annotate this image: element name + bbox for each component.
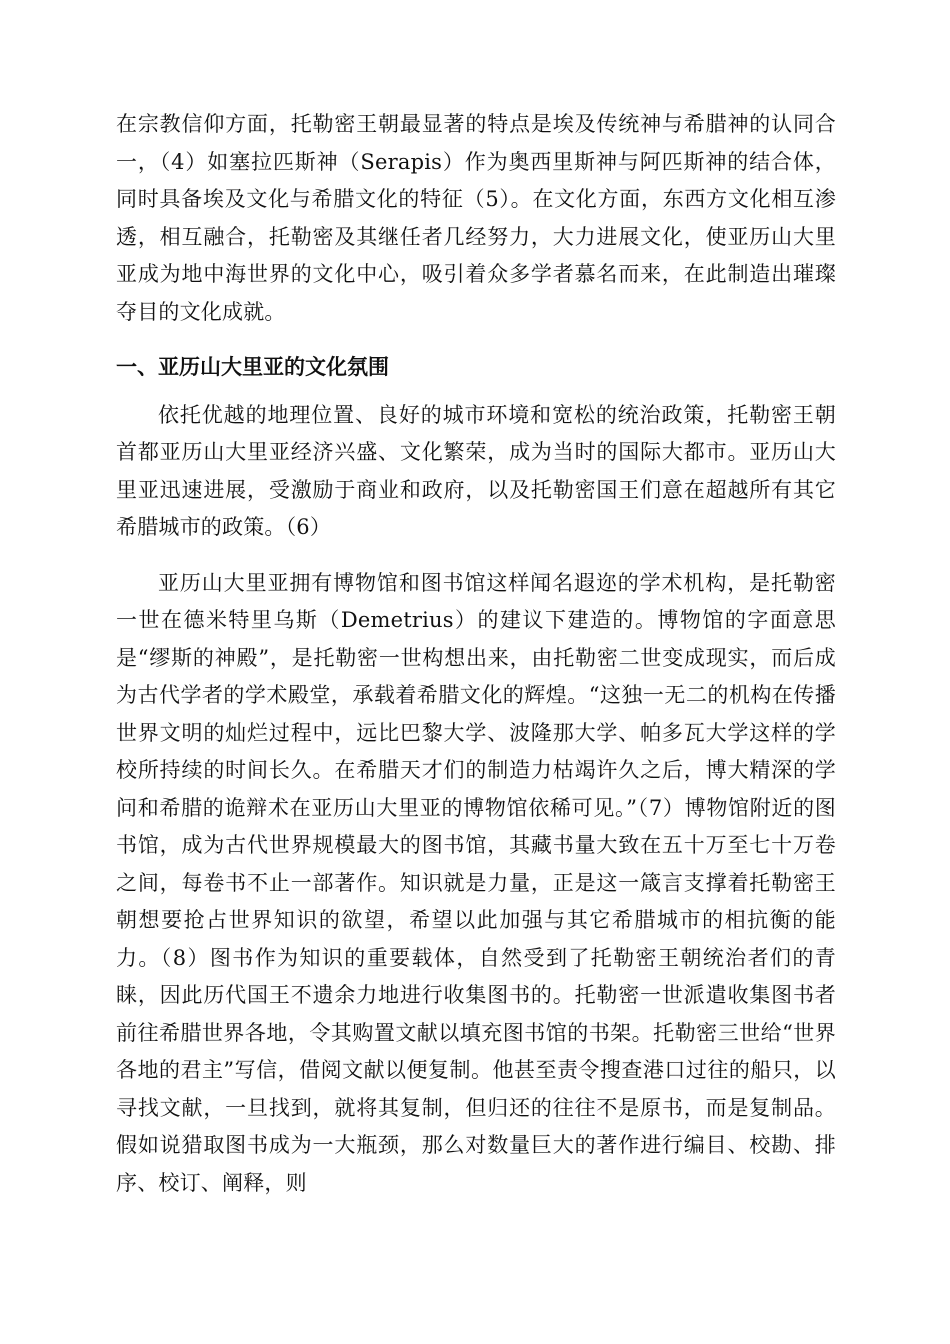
paragraph-city-prosperity: 依托优越的地理位置、良好的城市环境和宽松的统治政策，托勒密王朝首都亚历山大里亚经济兴盛、文化繁荣，成为当时的国际大都市。亚历山大里亚迅速进展，受激励于商业和政府，以及托勒密国王们意在超越所有其它希腊城市的政策。（6） (116, 402, 836, 539)
paragraph-religion-culture: 在宗教信仰方面，托勒密王朝最显著的特点是埃及传统神与希腊神的认同合一，（4）如塞拉匹斯神（Serapis）作为奥西里斯神与阿匹斯神的结合体，同时具备埃及文化与希腊文化的特征（5）。在文化方面，东西方文化相互渗透，相互融合，托勒密及其继任者几经努力，大力进展文化，使亚历山大里亚成为地中海世界的文化中心，吸引着众多学者慕名而来，在此制造出璀璨夺目的文化成就。 (116, 112, 836, 324)
paragraph-museum-library: 亚历山大里亚拥有博物馆和图书馆这样闻名遐迩的学术机构，是托勒密一世在德米特里乌斯（Demetrius）的建议下建造的。博物馆的字面意思是“缪斯的神殿”，是托勒密一世构想出来，由托勒密二世变成现实，而后成为古代学者的学术殿堂，承载着希腊文化的辉煌。“这独一无二的机构在传播世界文明的灿烂过程中，远比巴黎大学、波隆那大学、帕多瓦大学这样的学校所持续的时间长久。在希腊天才们的制造力枯竭许久之后，博大精深的学问和希腊的诡辩术在亚历山大里亚的博物馆依稀可见。”（7）博物馆附近的图书馆，成为古代世界规模最大的图书馆，其藏书量大致在五十万至七十万卷之间，每卷书不止一部著作。知识就是力量，正是这一箴言支撑着托勒密王朝想要抢占世界知识的欲望，希望以此加强与其它希腊城市的相抗衡的能力。（8）图书作为知识的重要载体，自然受到了托勒密王朝统治者们的青睐，因此历代国王不遗余力地进行收集图书的。托勒密一世派遣收集图书者前往希腊世界各地，令其购置文献以填充图书馆的书架。托勒密三世给“世界各地的君主”写信，借阅文献以便复制。他甚至责令搜查港口过往的船只，以寻找文献，一旦找到，就将其复制，但归还的往往不是原书，而是复制品。假如说猎取图书成为一大瓶颈，那么对数量巨大的著作进行编目、校勘、排序、校订、阐释，则 (116, 570, 836, 1195)
section-heading: 一、亚历山大里亚的文化氛围 (116, 355, 389, 379)
document-body (116, 106, 836, 1202)
